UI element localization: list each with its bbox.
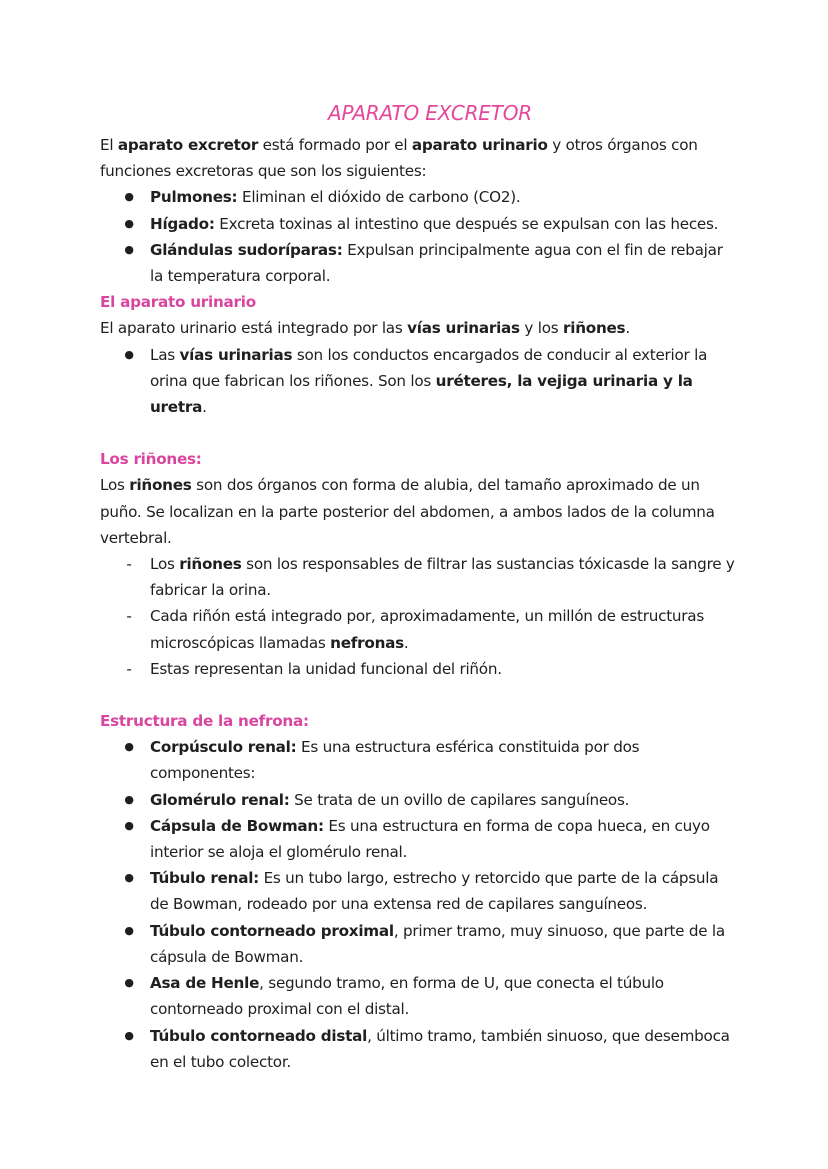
bullet-icon: ●	[124, 818, 134, 832]
section-heading-rinones: Los riñones:	[100, 450, 202, 469]
intro-paragraph	[100, 132, 740, 184]
bullet-icon: ●	[124, 792, 134, 806]
item-text: Excreta toxinas al intestino que después se expulsan con las heces.	[214, 214, 719, 233]
nefrona-list	[100, 734, 740, 1075]
bullet-icon: ●	[124, 871, 134, 885]
bullet-icon: ●	[124, 740, 134, 754]
item-term: Cápsula de Bowman:	[150, 816, 324, 835]
item-text: Expulsan principalmente agua con el fin de rebajar la temperatura corporal.	[150, 240, 723, 286]
document-page	[100, 96, 740, 1075]
list-item	[100, 551, 740, 603]
item-term: Túbulo renal:	[150, 869, 259, 888]
dash-icon: -	[126, 659, 132, 678]
list-item	[100, 603, 740, 655]
item-text: Es un tubo largo, estrecho y retorcido que parte de la cápsula de Bowman, rodeado por una extensa red de capilares sanguíneos.	[150, 869, 719, 914]
urinario-text: El aparato urinario está integrado por las	[100, 319, 408, 338]
list-item	[100, 734, 740, 786]
bullet-icon: ●	[124, 216, 134, 230]
list-item	[100, 813, 740, 865]
list-item	[100, 211, 740, 237]
item-term: Glomérulo renal:	[150, 790, 290, 809]
intro-bold: aparato excretor	[117, 136, 259, 154]
urinario-text: y los	[519, 319, 563, 338]
list-item	[100, 865, 740, 917]
item-text: son los conductos encargados de conducir al exterior la orina que fabrican los riñones. Son los	[150, 345, 708, 390]
intro-text: y otros órganos con funciones excretoras que son los siguientes:	[100, 136, 698, 181]
list-item	[100, 656, 740, 682]
item-term: Corpúsculo renal:	[150, 738, 297, 757]
urinario-bold: riñones	[563, 319, 626, 338]
item-text: Se trata de un ovillo de capilares sanguíneos.	[289, 790, 630, 809]
rinones-paragraph	[100, 472, 740, 551]
item-term: Pulmones:	[150, 188, 238, 207]
bullet-icon: ●	[124, 1028, 134, 1042]
item-bold: vías urinarias	[179, 345, 293, 364]
rinones-list	[100, 551, 740, 682]
item-text: , último tramo, también sinuoso, que desemboca en el tubo colector.	[150, 1026, 730, 1071]
item-text: Los	[150, 555, 180, 574]
bullet-icon: ●	[124, 242, 134, 256]
list-item	[100, 918, 740, 970]
section-heading-urinario: El aparato urinario	[100, 293, 256, 312]
bullet-icon: ●	[124, 976, 134, 990]
item-term: Túbulo contorneado proximal	[150, 921, 394, 940]
spacer	[100, 420, 740, 446]
bullet-icon: ●	[124, 347, 134, 361]
list-item	[100, 184, 740, 210]
item-term: Hígado:	[150, 214, 215, 233]
section-heading-nefrona: Estructura de la nefrona:	[100, 712, 309, 731]
rinones-bold: riñones	[129, 476, 192, 495]
item-text: Las	[150, 345, 180, 364]
urinario-paragraph	[100, 315, 740, 341]
dash-icon: -	[126, 607, 132, 626]
intro-text: El	[100, 136, 118, 154]
item-text: Eliminan el dióxido de carbono (CO2).	[237, 188, 521, 207]
list-item	[100, 237, 740, 289]
bullet-icon: ●	[124, 923, 134, 937]
list-item	[100, 1023, 740, 1075]
intro-bold: aparato urinario	[411, 136, 548, 154]
list-item	[100, 970, 740, 1022]
page-title: APARATO EXCRETOR	[327, 101, 532, 125]
rinones-text: Los	[100, 476, 130, 495]
list-item	[100, 342, 740, 421]
list-item	[100, 787, 740, 813]
item-text: .	[403, 633, 409, 652]
item-term: Glándulas sudoríparas:	[150, 240, 343, 259]
rinones-text: son dos órganos con forma de alubia, del tamaño aproximado de un puño. Se localizan en la parte posterior del abdomen, a ambos lados de la columna vertebral.	[100, 476, 715, 547]
item-term: Túbulo contorneado distal	[150, 1026, 368, 1045]
item-text: , primer tramo, muy sinuoso, que parte de la cápsula de Bowman.	[150, 921, 725, 966]
item-bold: riñones	[179, 555, 242, 574]
dash-icon: -	[126, 555, 132, 574]
item-text: , segundo tramo, en forma de U, que conecta el túbulo contorneado proximal con el distal.	[150, 974, 664, 1019]
item-text: Cada riñón está integrado por, aproximadamente, un millón de estructuras microscópicas llamadas	[150, 607, 705, 652]
urinario-bold: vías urinarias	[407, 319, 520, 338]
urinario-text: .	[625, 319, 630, 338]
item-bold: uréteres, la vejiga urinaria y la uretra	[150, 371, 693, 417]
item-bold: nefronas	[330, 633, 404, 652]
item-text: son los responsables de filtrar las sustancias tóxicasde la sangre y fabricar la orina.	[150, 555, 735, 600]
item-term: Asa de Henle	[150, 974, 260, 993]
item-text: .	[202, 398, 207, 417]
item-text: Es una estructura esférica constituida por dos componentes:	[150, 738, 640, 783]
bullet-icon: ●	[124, 190, 134, 204]
spacer	[100, 682, 740, 708]
organs-list	[100, 184, 740, 289]
intro-text: está formado por el	[258, 136, 412, 154]
item-text: Es una estructura en forma de copa hueca, en cuyo interior se aloja el glomérulo renal.	[150, 816, 710, 862]
urinario-list	[100, 342, 740, 421]
item-text: Estas representan la unidad funcional del riñón.	[150, 659, 502, 678]
